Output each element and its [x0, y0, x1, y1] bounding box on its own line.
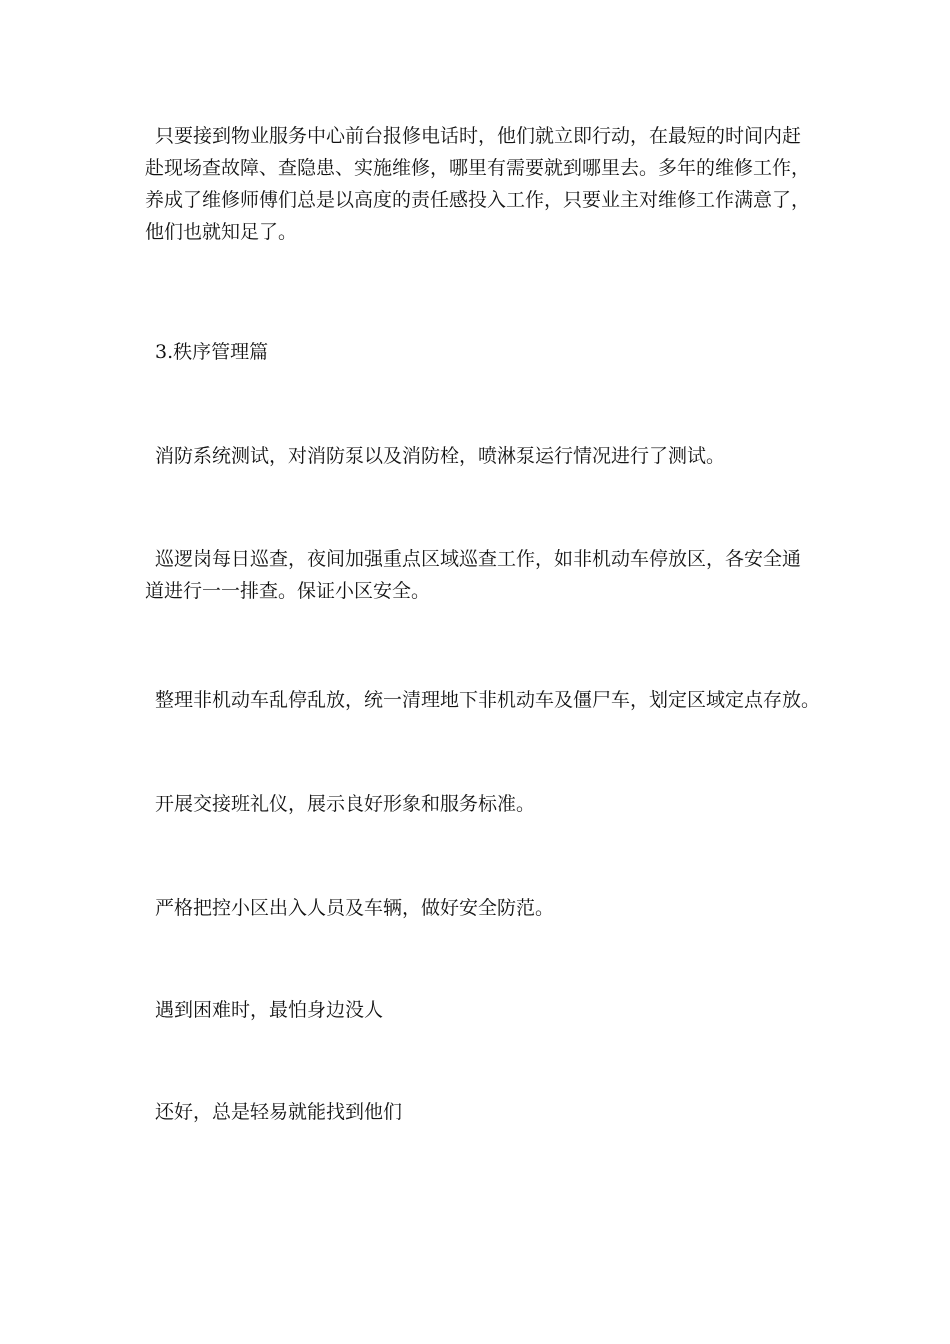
text-line: 赴现场查故障、查隐患、实施维修，哪里有需要就到哪里去。多年的维修工作，	[145, 157, 811, 179]
paragraph-fire-test	[145, 440, 825, 472]
text-line: 遇到困难时，最怕身边没人	[155, 999, 384, 1021]
text-line: 严格把控小区出入人员及车辆，做好安全防范。	[155, 897, 555, 919]
text-line: 消防系统测试，对消防泵以及消防栓，喷淋泵运行情况进行了测试。	[155, 445, 726, 467]
text-line: 养成了维修师傅们总是以高度的责任感投入工作，只要业主对维修工作满意了，	[145, 189, 811, 211]
text-line: 整理非机动车乱停乱放，统一清理地下非机动车及僵尸车，划定区域定点存放。	[155, 689, 821, 711]
heading-text: 3.秩序管理篇	[155, 341, 269, 363]
text-line: 巡逻岗每日巡查，夜间加强重点区域巡查工作，如非机动车停放区，各安全通	[155, 548, 802, 570]
text-line: 他们也就知足了。	[145, 221, 298, 243]
paragraph-bike-parking	[145, 684, 835, 716]
text-line: 开展交接班礼仪，展示良好形象和服务标准。	[155, 793, 536, 815]
paragraph-patrol	[145, 543, 825, 607]
paragraph-shift-etiquette	[145, 788, 825, 820]
text-line: 还好，总是轻易就能找到他们	[155, 1101, 403, 1123]
paragraph-repair-service	[145, 120, 825, 248]
text-line: 道进行一一排查。保证小区安全。	[145, 580, 431, 602]
paragraph-access-control	[145, 892, 825, 924]
text-line: 只要接到物业服务中心前台报修电话时，他们就立即行动，在最短的时间内赶	[155, 125, 802, 147]
section-heading	[145, 336, 825, 368]
paragraph-find-them	[145, 1096, 825, 1128]
paragraph-difficulty	[145, 994, 825, 1026]
